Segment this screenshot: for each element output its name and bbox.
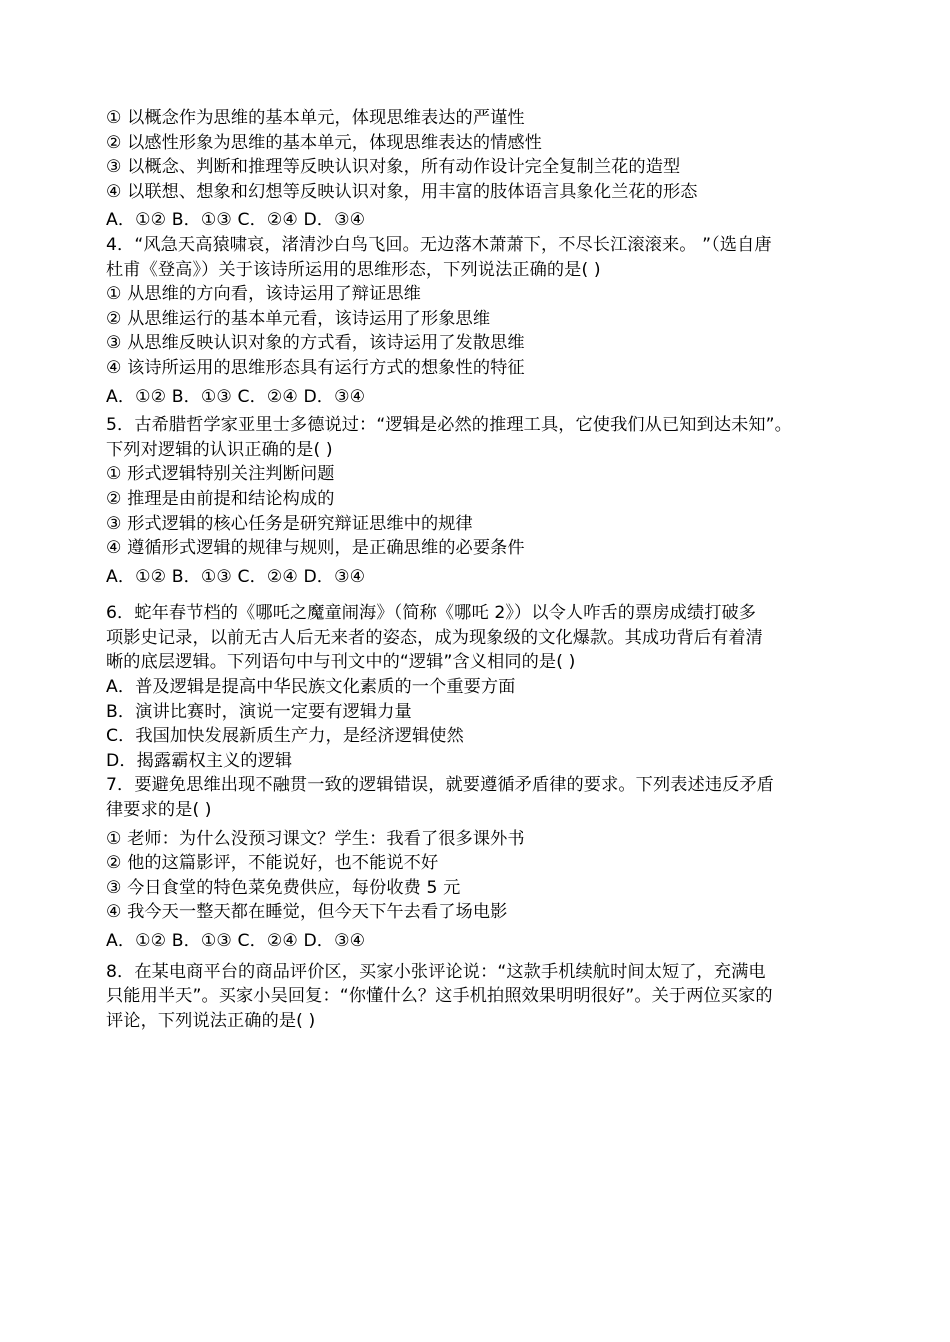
question-5-answer-choices: A．①② B．①③ C．②④ D．③④: [106, 566, 366, 587]
question-8-stem-line-3: 评论，下列说法正确的是( ): [106, 1010, 316, 1031]
question-8-stem-line-1: 8．在某电商平台的商品评价区，买家小张评论说：“这款手机续航时间太短了，充满电: [106, 961, 766, 982]
option-2: ② 以感性形象为思维的基本单元，体现思维表达的情感性: [106, 132, 542, 153]
option-1: ① 老师：为什么没预习课文？学生：我看了很多课外书: [106, 828, 525, 849]
option-2: ② 推理是由前提和结论构成的: [106, 488, 335, 509]
option-4: ④ 我今天一整天都在睡觉，但今天下午去看了场电影: [106, 902, 508, 923]
question-7-stem-line-2: 律要求的是( ): [106, 800, 212, 821]
option-3: ③ 形式逻辑的核心任务是研究辩证思维中的规律: [106, 513, 473, 534]
question-3-answer-choices: A．①② B．①③ C．②④ D．③④: [106, 210, 366, 231]
question-5-stem-line-2: 下列对逻辑的认识正确的是( ): [106, 439, 333, 460]
option-4: ④ 以联想、想象和幻想等反映认识对象，用丰富的肢体语言具象化兰花的形态: [106, 181, 698, 202]
option-2: ② 他的这篇影评，不能说好，也不能说不好: [106, 853, 439, 874]
question-7-stem-line-1: 7．要避免思维出现不融贯一致的逻辑错误，就要遵循矛盾律的要求。下列表述违反矛盾: [106, 775, 774, 796]
question-8: [106, 960, 848, 1034]
question-6-stem-line-1: 6．蛇年春节档的《哪吒之魔童闹海》（简称《哪吒 2》）以令人咋舌的票房成绩打破多: [106, 603, 757, 624]
question-4: [106, 233, 848, 409]
option-3: ③ 今日食堂的特色菜免费供应，每份收费 5 元: [106, 877, 461, 898]
question-3-options: [106, 106, 848, 204]
option-3: ③ 从思维反映认识对象的方式看，该诗运用了发散思维: [106, 333, 525, 354]
option-4: ④ 该诗所运用的思维形态具有运行方式的想象性的特征: [106, 357, 525, 378]
option-1: ① 以概念作为思维的基本单元，体现思维表达的严谨性: [106, 108, 525, 128]
question-7-answer-choices: A．①② B．①③ C．②④ D．③④: [106, 931, 366, 951]
option-a: A．普及逻辑是提高中华民族文化素质的一个重要方面: [106, 677, 516, 698]
question-6-stem-line-2: 项影史记录，以前无古人后无来者的姿态，成为现象级的文化爆款。其成功背后有着清: [106, 627, 763, 648]
question-4-answer-choices: A．①② B．①③ C．②④ D．③④: [106, 386, 366, 407]
question-5-stem-line-1: 5．古希腊哲学家亚里士多德说过：“逻辑是必然的推理工具，它使我们从已知到达未知”。: [106, 415, 792, 436]
option-1: ① 形式逻辑特别关注判断问题: [106, 464, 335, 485]
option-c: C．我国加快发展新质生产力，是经济逻辑使然: [106, 726, 464, 747]
question-7: [106, 773, 848, 953]
option-4: ④ 遵循形式逻辑的规律与规则，是正确思维的必要条件: [106, 538, 525, 559]
option-1: ① 从思维的方向看，该诗运用了辩证思维: [106, 284, 421, 305]
question-8-stem-line-2: 只能用半天”。买家小吴回复：“你懂什么？这手机拍照效果明明很好”。关于两位买家的: [106, 986, 773, 1007]
option-3: ③ 以概念、判断和推理等反映认识对象，所有动作设计完全复制兰花的造型: [106, 157, 681, 178]
question-5: [106, 413, 848, 589]
question-6: [106, 601, 848, 773]
question-4-stem-line-1: 4．“风急天高猿啸哀，渚清沙白鸟飞回。无边落木萧萧下，不尽长江滚滚来。 ”（选自唐: [106, 234, 772, 255]
question-6-stem-line-3: 晰的底层逻辑。下列语句中与刊文中的“逻辑”含义相同的是( ): [106, 652, 576, 673]
question-4-stem-line-2: 杜甫《登高》）关于该诗所运用的思维形态，下列说法正确的是( ): [106, 259, 601, 280]
option-b: B．演讲比赛时，演说一定要有逻辑力量: [106, 701, 412, 722]
option-d: D．揭露霸权主义的逻辑: [106, 750, 293, 771]
option-2: ② 从思维运行的基本单元看，该诗运用了形象思维: [106, 308, 491, 329]
question-content: [106, 106, 848, 1033]
